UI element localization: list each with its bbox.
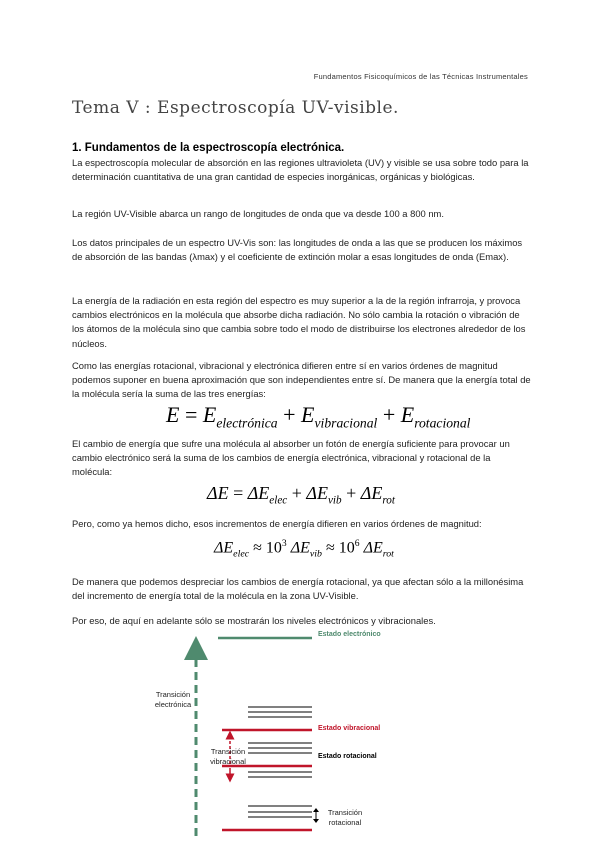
page-title: Tema V : Espectroscopía UV-visible. — [72, 98, 399, 118]
label-rotational-state: Estado rotacional — [318, 753, 377, 760]
paragraph-energy: La energía de la radiación en esta región del espectro es muy superior a la de la región infrarroja, y provoca cambios electrónicos en la molécula que absorbe dicha radiación. No sólo cambia la rotación o vibración de los átomos de la molécula sino que cambia sobre todo el modo de distribuirse los electrones alrededor de los núcleos. — [72, 295, 526, 349]
label-rotational-transition: Transición rotacional — [327, 808, 363, 827]
label-vibrational-state: Estado vibracional — [318, 725, 381, 732]
paragraph-orders: Como las energías rotacional, vibracional y electrónica difieren entre sí en varios órdenes de magnitud podemos suponer en buena aproximación que son independientes entre sí. De manera que la energía total de la molécula sería la suma de las tres energías: — [72, 360, 531, 400]
equation-orders: $\Delta E_{elec} \approx 10^3$ $\Delta E_{vib} \approx 10^6$ $\Delta E_{rot}$ — [214, 538, 394, 560]
label-electronic-transition: Transición electrónica — [154, 690, 192, 709]
label-electronic-state: Estado electrónico — [318, 631, 381, 638]
running-header: Fundamentos Fisicoquímicos de las Técnicas Instrumentales — [313, 72, 528, 81]
paragraph-spectrum-data: Los datos principales de un espectro UV-Vis son: las longitudes de onda a las que se producen los máximos de absorción de las bandas (λmax) y el coeficiente de extinción molar a esas longitudes de onda (Emax). — [72, 237, 523, 263]
paragraph-energy-change: El cambio de energía que sufre una molécula al absorber un fotón de energía suficiente para provocar un cambio electrónico será la suma de los cambios de energía electrónica, vibracional y rotacional de la molécula: — [72, 438, 510, 478]
lower-level-group — [222, 806, 312, 830]
paragraph-levels: Por eso, de aquí en adelante sólo se mostrarán los niveles electrónicos y vibracionales. — [72, 615, 436, 626]
paragraph-magnitudes: Pero, como ya hemos dicho, esos incrementos de energía difieren en varios órdenes de magnitud: — [72, 518, 482, 529]
paragraph-intro: La espectroscopía molecular de absorción en las regiones ultravioleta (UV) y visible se usa sobre todo para la determinación cuantitativa de una gran cantidad de especies inorgánicas, orgánicas y biológicas. — [72, 157, 529, 183]
section-heading: 1. Fundamentos de la espectroscopía electrónica. — [72, 142, 345, 154]
label-vibrational-transition: Transición vibracional — [210, 747, 246, 766]
equation-total-energy: $E = E_{electrónica} + E_{vibracional} + E_{rotacional}$ — [166, 402, 471, 431]
paragraph-range: La región UV-Visible abarca un rango de longitudes de onda que va desde 100 a 800 nm. — [72, 208, 444, 219]
upper-level-group — [222, 707, 312, 730]
paragraph-neglect: De manera que podemos despreciar los cambios de energía rotacional, ya que afectan sólo a la millonésima del incremento de energía total de la molécula en la zona UV-Visible. — [72, 576, 524, 602]
equation-delta-energy: $\Delta E = \Delta E_{elec} + \Delta E_{vib} + \Delta E_{rot}$ — [207, 483, 395, 507]
